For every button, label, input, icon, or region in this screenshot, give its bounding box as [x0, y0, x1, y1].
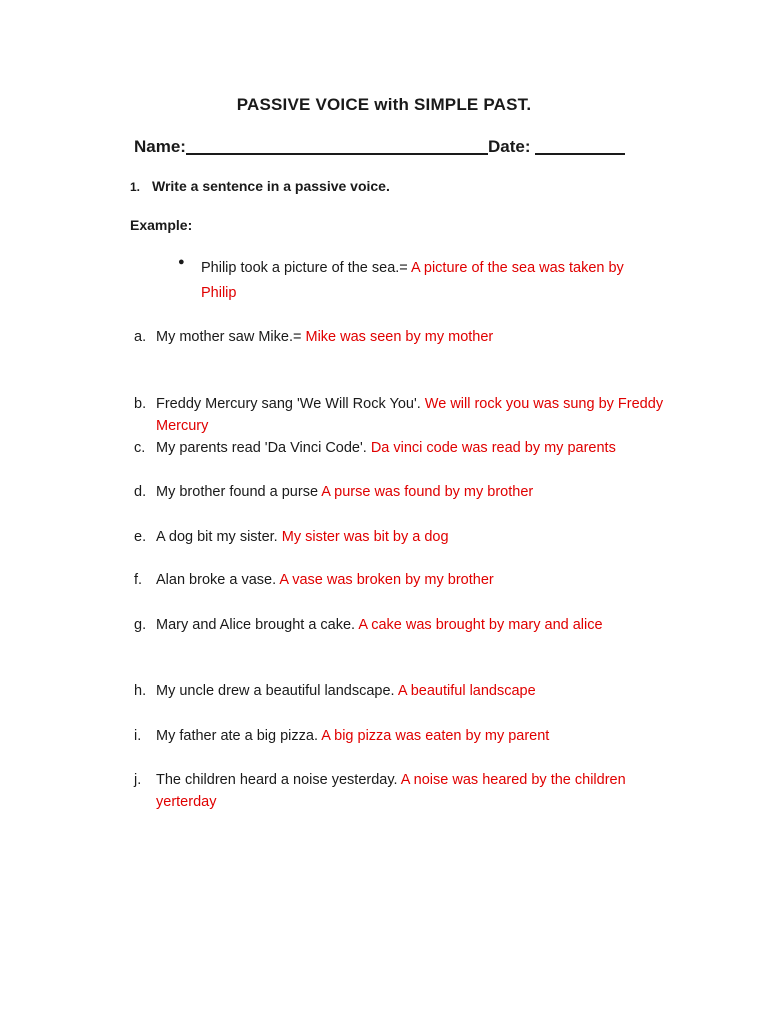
example-sentence — [201, 256, 651, 306]
item-letter: h. — [134, 683, 147, 699]
item-answer: A vase was broken by my brother — [279, 572, 494, 588]
item-letter: b. — [134, 396, 147, 412]
item-answer: A beautiful landscape — [397, 683, 536, 699]
item-sentence: My father ate a big pizza. — [156, 728, 318, 744]
item-sentence: A dog bit my sister. — [156, 529, 278, 545]
item-answer: A cake was brought by mary and alice — [358, 617, 603, 633]
list-item-j — [134, 769, 674, 813]
item-answer: We will rock you was sung by Freddy Mercury — [156, 396, 664, 434]
bullet-icon: ● — [178, 256, 185, 268]
item-letter: g. — [134, 617, 147, 633]
list-item-b — [134, 393, 674, 437]
list-item-f — [134, 569, 674, 591]
example-answer: A picture of the sea was taken by Philip — [201, 260, 624, 301]
list-item-d — [134, 481, 674, 503]
date-label: Date: — [487, 137, 531, 156]
item-answer: Mike was seen by my mother — [305, 329, 494, 345]
item-letter: e. — [134, 529, 147, 545]
item-answer: A purse was found by my brother — [321, 484, 534, 500]
item-sentence: My uncle drew a beautiful landscape. — [156, 683, 395, 699]
name-blank-line — [186, 139, 488, 155]
item-sentence: My brother found a purse — [156, 484, 319, 500]
item-letter: i. — [134, 728, 142, 744]
item-letter: d. — [134, 484, 147, 500]
list-item-g — [134, 614, 674, 636]
list-item-e — [134, 526, 674, 548]
list-item-a — [134, 326, 674, 348]
date-blank-line — [535, 139, 625, 155]
list-item-i — [134, 725, 674, 747]
item-sentence: Freddy Mercury sang 'We Will Rock You'. — [156, 396, 421, 412]
name-label: Name: — [134, 137, 186, 156]
example-label: Example: — [130, 217, 193, 233]
item-answer: A noise was heared by the children yerterday — [156, 772, 626, 810]
item-answer: My sister was bit by a dog — [281, 529, 449, 545]
item-sentence: Mary and Alice brought a cake. — [156, 617, 356, 633]
item-letter: c. — [134, 440, 146, 456]
item-sentence: The children heard a noise yesterday. — [156, 772, 398, 788]
item-sentence: Alan broke a vase. — [156, 572, 277, 588]
list-item-h — [134, 680, 674, 702]
item-letter: a. — [134, 329, 147, 345]
item-letter: j. — [134, 772, 142, 788]
list-item-c — [134, 437, 674, 459]
item-answer: A big pizza was eaten by my parent — [321, 728, 550, 744]
question-instruction — [130, 178, 390, 194]
question-text: Write a sentence in a passive voice. — [152, 178, 390, 194]
item-sentence: My parents read 'Da Vinci Code'. — [156, 440, 367, 456]
name-date-row — [134, 137, 625, 157]
question-number: 1. — [130, 180, 141, 194]
example-question: Philip took a picture of the sea.= — [201, 260, 408, 276]
page-title: PASSIVE VOICE with SIMPLE PAST. — [236, 95, 532, 114]
item-answer: Da vinci code was read by my parents — [370, 440, 616, 456]
item-letter: f. — [134, 572, 143, 588]
item-sentence: My mother saw Mike.= — [156, 329, 302, 345]
